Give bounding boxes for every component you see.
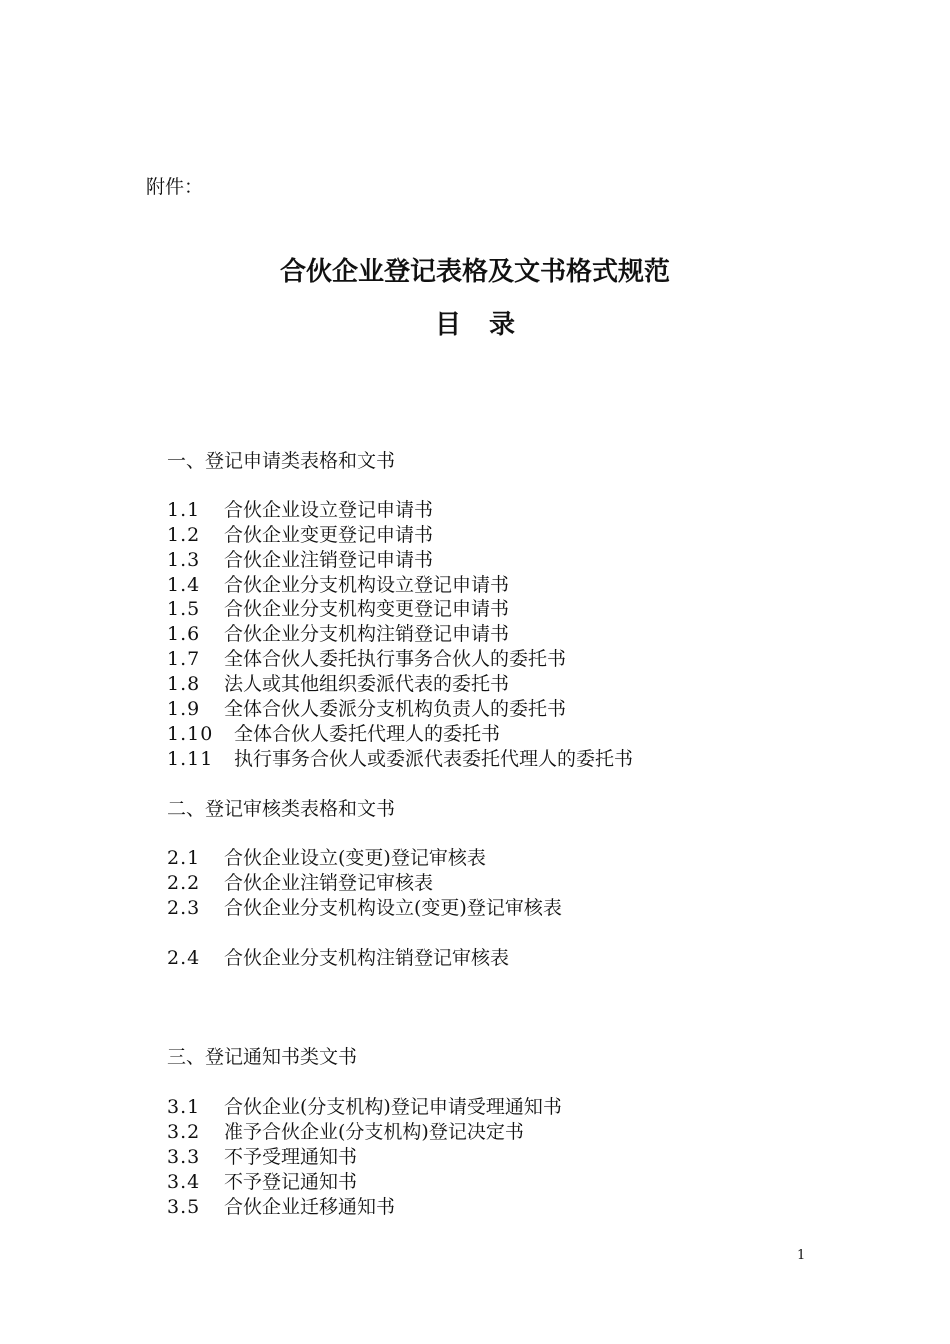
toc-entry xyxy=(167,1170,357,1194)
toc-entry xyxy=(167,722,500,746)
toc-entry xyxy=(167,573,509,597)
toc-entry xyxy=(167,1120,524,1144)
entry-title: 准予合伙企业(分支机构)登记决定书 xyxy=(224,1121,524,1143)
entry-number: 1.7 xyxy=(167,648,201,670)
entry-number: 2.4 xyxy=(167,947,201,969)
entry-number: 1.6 xyxy=(167,623,201,645)
attachment-label: 附件： xyxy=(146,176,204,198)
entry-title: 合伙企业设立登记申请书 xyxy=(224,499,434,521)
toc-entry xyxy=(167,946,509,970)
entry-title: 合伙企业迁移通知书 xyxy=(224,1196,396,1218)
entry-number: 1.3 xyxy=(167,549,201,571)
entry-number: 1.2 xyxy=(167,524,201,546)
entry-number: 1.5 xyxy=(167,598,201,620)
entry-title: 合伙企业注销登记申请书 xyxy=(224,549,434,571)
entry-number: 2.1 xyxy=(167,847,201,869)
section-heading: 一、登记申请类表格和文书 xyxy=(167,450,396,472)
entry-title: 合伙企业分支机构变更登记申请书 xyxy=(224,598,510,620)
section-heading: 三、登记通知书类文书 xyxy=(167,1046,358,1068)
toc-entry xyxy=(167,1095,562,1119)
toc-entry xyxy=(167,597,509,621)
entry-number: 3.4 xyxy=(167,1171,201,1193)
entry-number: 3.3 xyxy=(167,1146,201,1168)
entry-title: 全体合伙人委托代理人的委托书 xyxy=(234,723,501,745)
entry-number: 1.1 xyxy=(167,499,201,521)
entry-title: 不予受理通知书 xyxy=(224,1146,358,1168)
toc-entry xyxy=(167,1195,395,1219)
toc-entry xyxy=(167,548,433,572)
entry-number: 3.5 xyxy=(167,1196,201,1218)
toc-entry xyxy=(167,697,566,721)
entry-title: 法人或其他组织委派代表的委托书 xyxy=(224,673,510,695)
toc-entry xyxy=(167,672,509,696)
entry-number: 2.3 xyxy=(167,897,201,919)
toc-entry xyxy=(167,498,433,522)
section-heading: 二、登记审核类表格和文书 xyxy=(167,798,396,820)
toc-entry xyxy=(167,896,562,920)
entry-title: 合伙企业(分支机构)登记申请受理通知书 xyxy=(224,1096,562,1118)
entry-title: 合伙企业分支机构设立登记申请书 xyxy=(224,574,510,596)
toc-entry xyxy=(167,622,509,646)
entry-number: 2.2 xyxy=(167,872,201,894)
entry-number: 1.10 xyxy=(167,723,214,745)
entry-title: 合伙企业分支机构注销登记申请书 xyxy=(224,623,510,645)
toc-entry xyxy=(167,523,433,547)
toc-entry xyxy=(167,871,433,895)
entry-title: 全体合伙人委托执行事务合伙人的委托书 xyxy=(224,648,567,670)
entry-title: 合伙企业设立(变更)登记审核表 xyxy=(224,847,486,869)
entry-title: 合伙企业变更登记申请书 xyxy=(224,524,434,546)
toc-entry xyxy=(167,647,566,671)
entry-title: 合伙企业注销登记审核表 xyxy=(224,872,434,894)
document-title: 合伙企业登记表格及文书格式规范 xyxy=(279,257,670,287)
entry-number: 1.8 xyxy=(167,673,201,695)
toc-entry xyxy=(167,1145,357,1169)
entry-number: 1.9 xyxy=(167,698,201,720)
entry-number: 3.1 xyxy=(167,1096,201,1118)
entry-title: 合伙企业分支机构设立(变更)登记审核表 xyxy=(224,897,562,919)
entry-number: 1.11 xyxy=(167,748,214,770)
entry-title: 全体合伙人委派分支机构负责人的委托书 xyxy=(224,698,567,720)
toc-entry xyxy=(167,747,633,771)
entry-number: 1.4 xyxy=(167,574,201,596)
toc-entry xyxy=(167,846,486,870)
entry-title: 执行事务合伙人或委派代表委托代理人的委托书 xyxy=(234,748,634,770)
entry-number: 3.2 xyxy=(167,1121,201,1143)
page-number: 1 xyxy=(797,1248,806,1263)
toc-heading: 目录 xyxy=(434,310,543,340)
entry-title: 合伙企业分支机构注销登记审核表 xyxy=(224,947,510,969)
entry-title: 不予登记通知书 xyxy=(224,1171,358,1193)
